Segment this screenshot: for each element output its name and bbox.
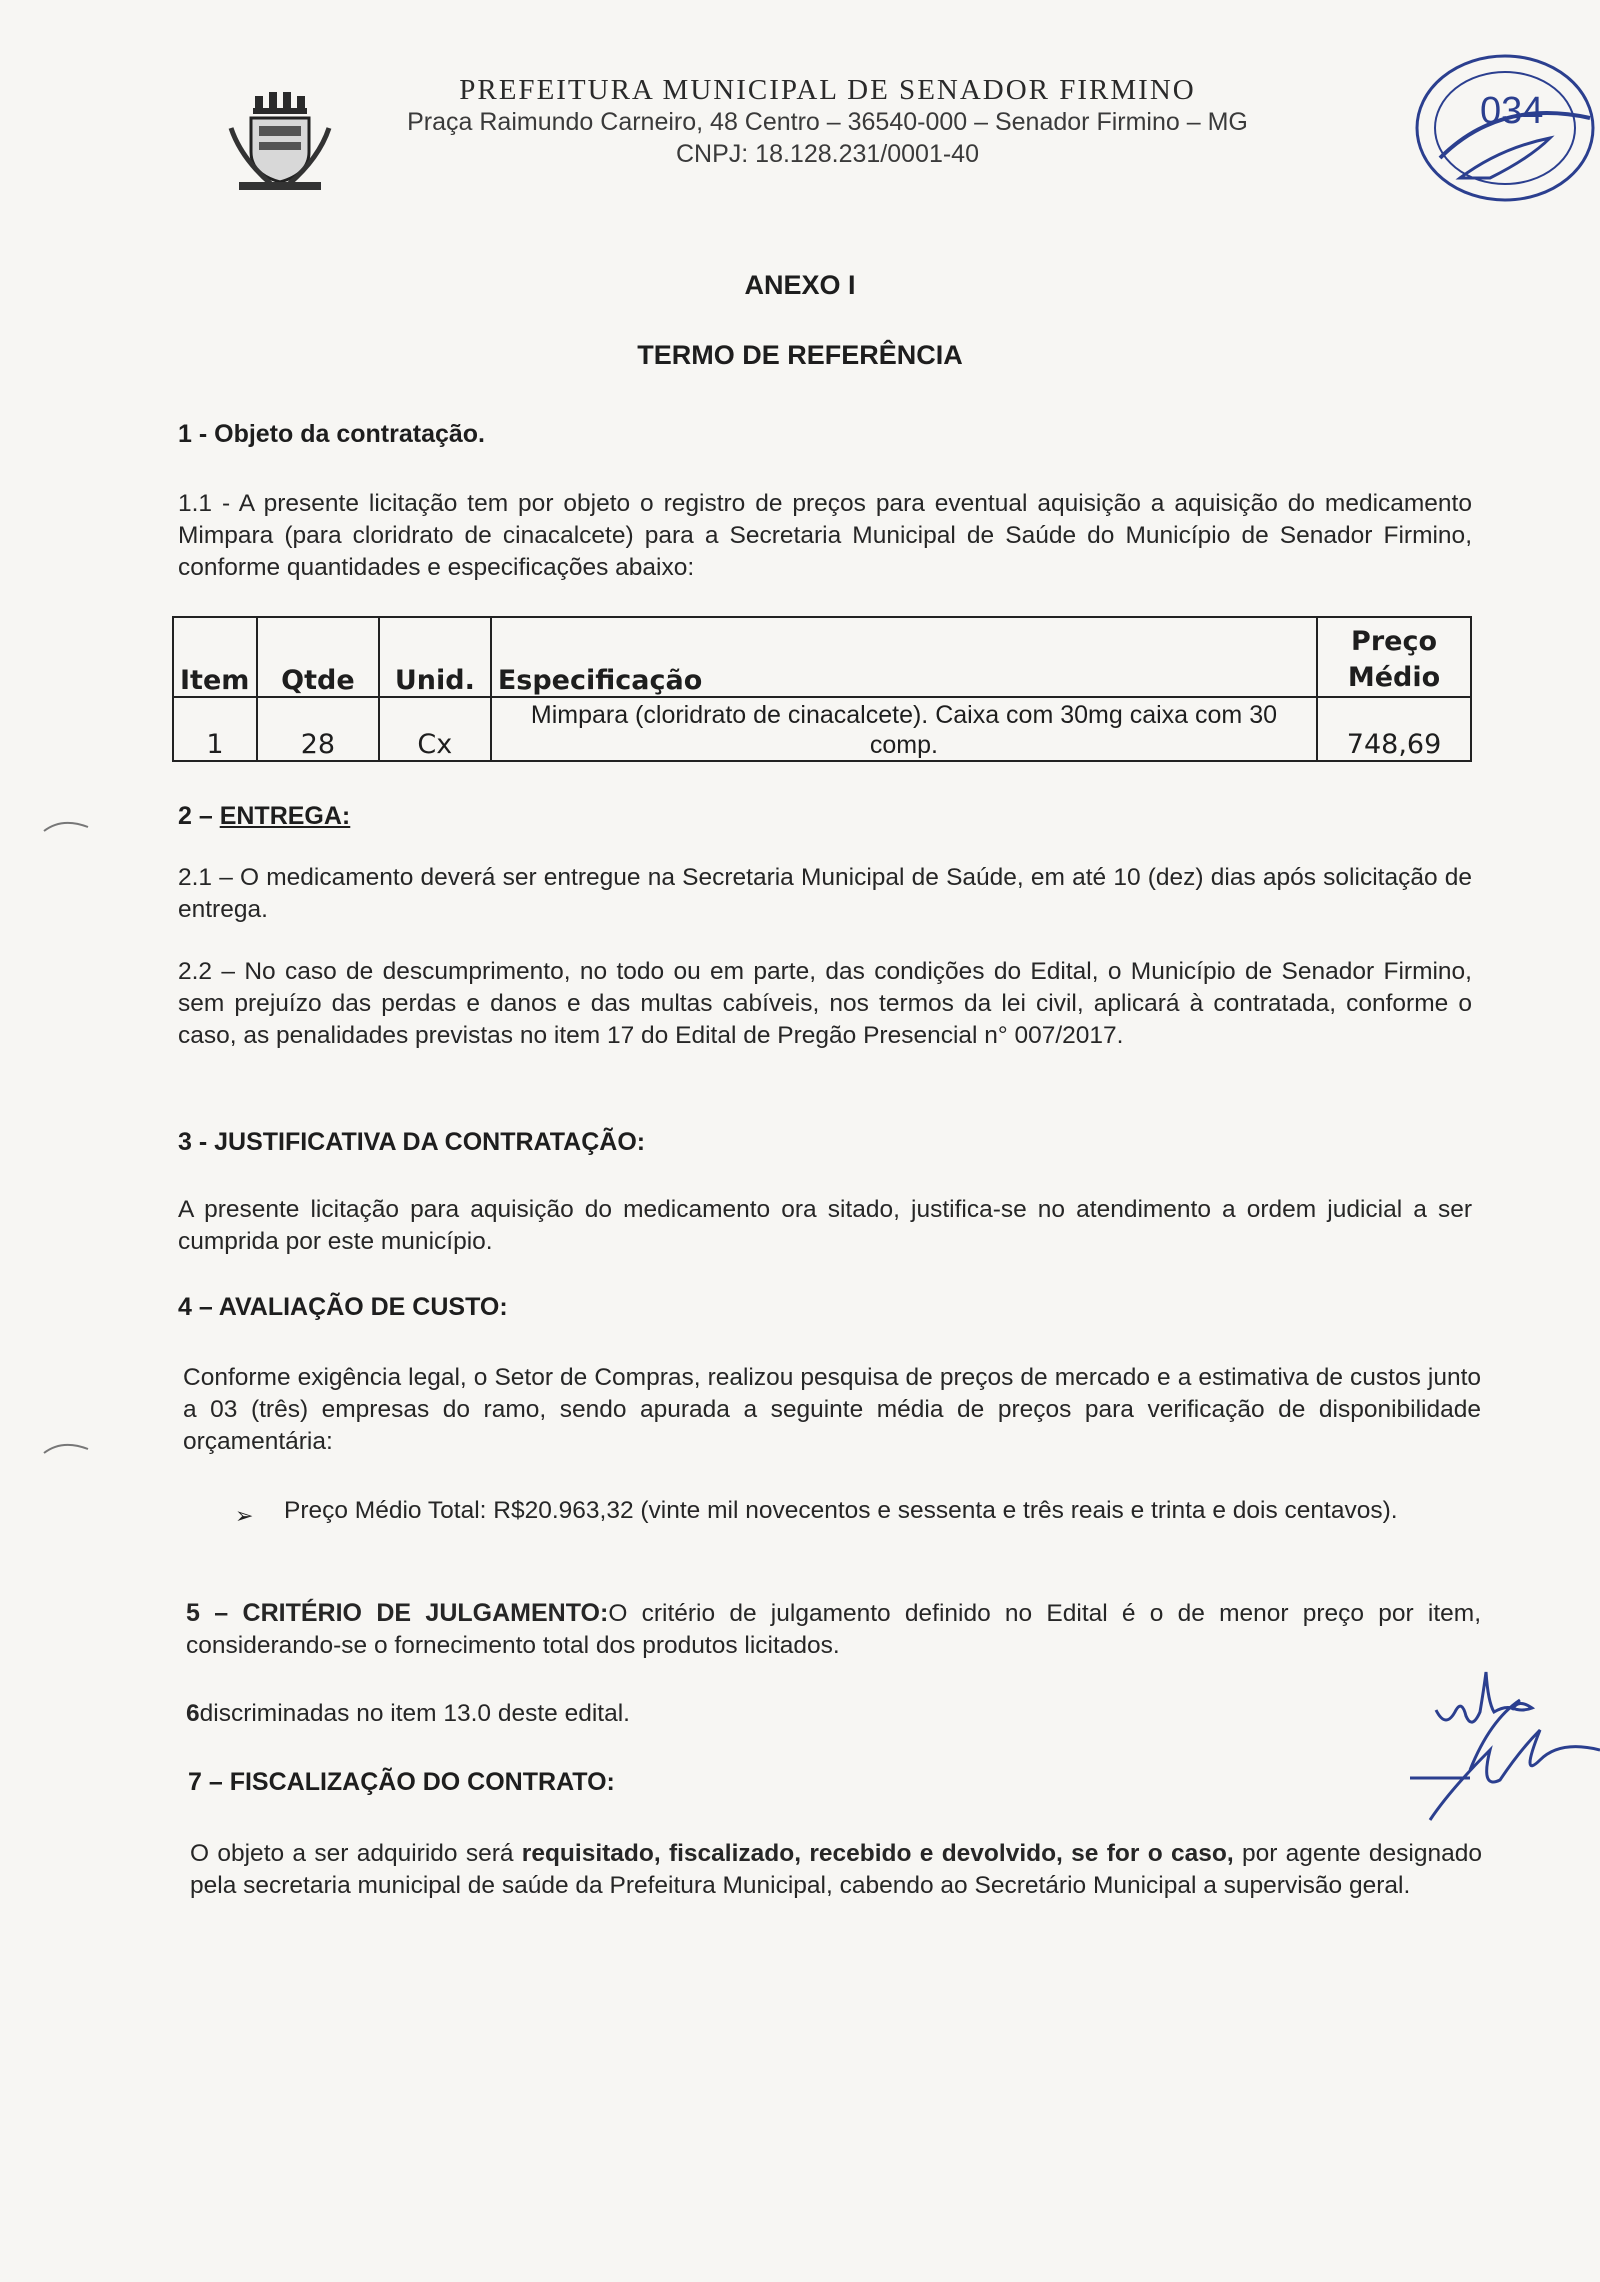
section-2-title [178, 802, 350, 831]
section-7-text-end: por agente designado pela secretaria municipal de saúde da Prefeitura Municipal, cabendo ao Secretário Municipal a supervisão geral. [190, 1840, 1482, 1899]
price-header-line2: Médio [1347, 662, 1441, 693]
section-5-text: O critério de julgamento definido no Edital é o de menor preço por item, considerando-se o fornecimento total dos produtos licitados. [186, 1600, 1481, 1659]
arrow-bullet-icon: ➢ [235, 1503, 254, 1528]
scan-artifact [40, 1437, 100, 1457]
section-5 [186, 1597, 1481, 1662]
protocol-stamp [1390, 28, 1600, 208]
col-price-header [1317, 617, 1471, 697]
header-cnpj: CNPJ: 18.128.231/0001-40 [676, 140, 979, 168]
section-6-number: 6 [186, 1700, 200, 1727]
scan-artifact [40, 815, 100, 835]
col-qtde-header: Qtde [257, 617, 379, 697]
annex-title: ANEXO I [744, 270, 856, 300]
section-3-paragraph: A presente licitação para aquisição do medicamento ora sitado, justifica-se no atendimento a ordem judicial a ser cumprida por este município. [178, 1196, 1472, 1255]
section-6 [186, 1698, 1186, 1730]
stamp-number: 034 [1480, 90, 1544, 132]
section-6-text: discriminadas no item 13.0 deste edital. [199, 1700, 630, 1727]
section-7-text-start: O objeto a ser adquirido será [190, 1840, 522, 1867]
section-7-text-bold: requisitado, fiscalizado, recebido e devolvido, se for o caso, [521, 1840, 1234, 1867]
table-row [173, 697, 1471, 761]
section-4-title: 4 – AVALIAÇÃO DE CUSTO: [178, 1293, 508, 1321]
section-2-number: 2 – [178, 802, 220, 830]
col-spec-header: Especificação [491, 617, 1317, 697]
row-item: 1 [173, 697, 257, 761]
table-header-row [173, 617, 1471, 697]
header-title: PREFEITURA MUNICIPAL DE SENADOR FIRMINO [459, 74, 1196, 106]
row-price: 748,69 [1317, 697, 1471, 761]
row-unid: Cx [379, 697, 491, 761]
section-7-paragraph [190, 1838, 1482, 1902]
handwritten-signature [1400, 1660, 1600, 1830]
section-4-paragraph: Conforme exigência legal, o Setor de Compras, realizou pesquisa de preços de mercado e a estimativa de custos junto a 03 (três) empresas do ramo, sendo apurada a seguinte média de preços para verificação de disponibilidade orçamentária: [183, 1364, 1481, 1455]
section-5-title: 5 – CRITÉRIO DE JULGAMENTO: [186, 1599, 609, 1627]
section-2-title-text: ENTREGA: [219, 802, 351, 830]
section-2-1: 2.1 – O medicamento deverá ser entregue na Secretaria Municipal de Saúde, em até 10 (dez) dias após solicitação de entrega. [178, 864, 1472, 923]
col-item-header: Item [173, 617, 257, 697]
section-1-paragraph [178, 488, 1472, 584]
header-address: Praça Raimundo Carneiro, 48 Centro – 36540-000 – Senador Firmino – MG [407, 108, 1248, 136]
section-2-2: 2.2 – No caso de descumprimento, no todo ou em parte, das condições do Edital, o Município de Senador Firmino, sem prejuízo das perdas e danos e das multas cabíveis, nos termos da lei civil, aplicará à contratada, conforme o caso, as penalidades previstas no item 17 do Edital de Pregão Presencial n° 007/2017. [178, 958, 1472, 1049]
col-unid-header: Unid. [379, 617, 491, 697]
document-title: TERMO DE REFERÊNCIA [637, 340, 963, 370]
section-1-text: 1.1 - A presente licitação tem por objeto o registro de preços para eventual aquisição a aquisição do medicamento Mimpara (para cloridrato de cinacalcete) para a Secretaria Municipal de Saúde do Município de Senador Firmino, conforme quantidades e especificações abaixo: [178, 490, 1472, 581]
row-qtde: 28 [257, 697, 379, 761]
section-7-title: 7 – FISCALIZAÇÃO DO CONTRATO: [188, 1768, 615, 1796]
row-spec: Mimpara (cloridrato de cinacalcete). Caixa com 30mg caixa com 30 comp. [491, 697, 1317, 761]
reference-table [172, 616, 1472, 762]
price-header-line1: Preço [1351, 626, 1438, 657]
section-3-title: 3 - JUSTIFICATIVA DA CONTRATAÇÃO: [178, 1128, 646, 1156]
section-4-bullet: Preço Médio Total: R$20.963,32 (vinte mil novecentos e sessenta e três reais e trinta e dois centavos). [284, 1497, 1398, 1524]
section-1-title: 1 - Objeto da contratação. [178, 420, 486, 448]
